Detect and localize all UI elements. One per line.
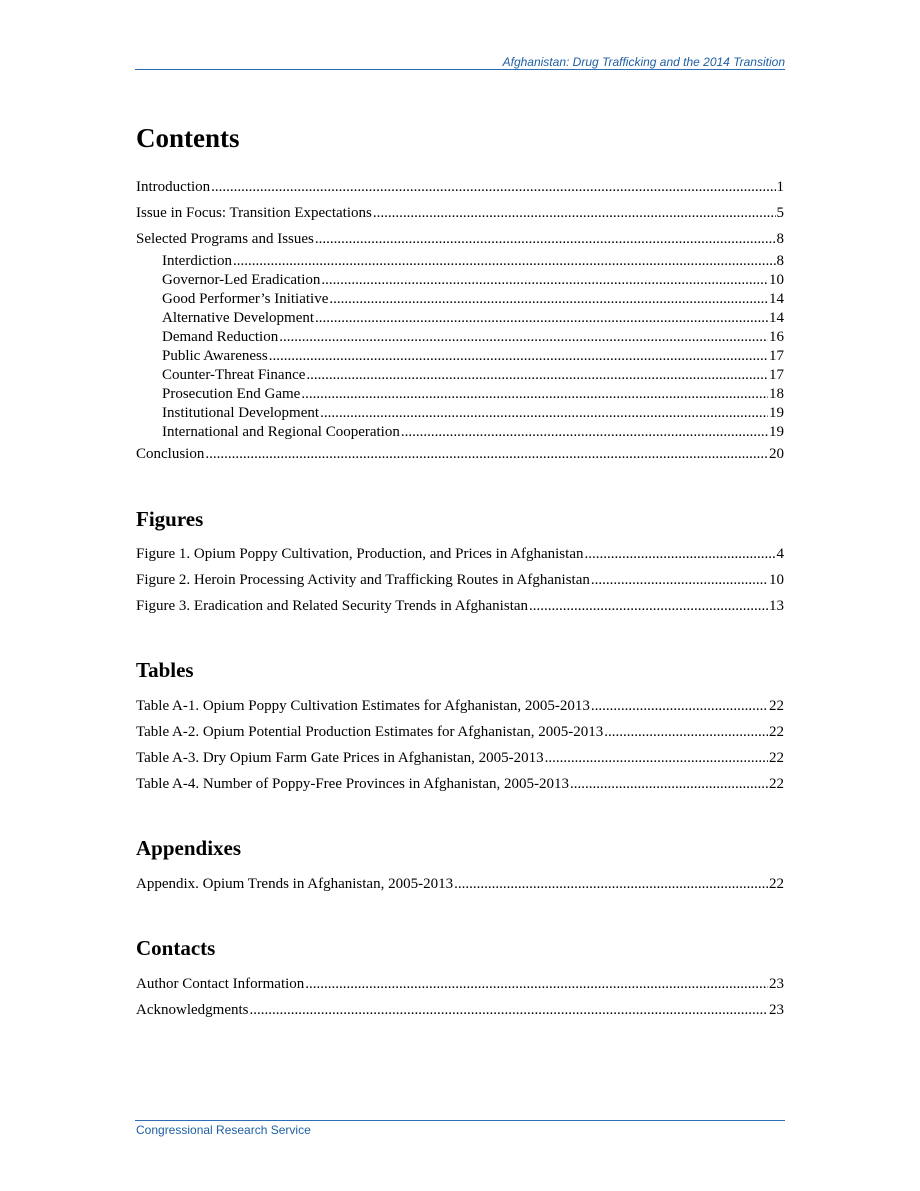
toc-entry-label: Prosecution End Game [162, 386, 301, 402]
tables-heading: Tables [136, 658, 194, 682]
toc-entry-page: 8 [776, 253, 784, 269]
dot-leader [205, 444, 768, 464]
appendixes-heading: Appendixes [136, 836, 242, 860]
toc-entry-figure-2[interactable] [136, 570, 784, 590]
toc-entry-label: Author Contact Information [136, 976, 305, 992]
dot-leader [233, 251, 776, 271]
toc-entry-prosecution-end-game[interactable] [162, 384, 784, 404]
toc-entry-page: 22 [769, 776, 784, 792]
toc-entry-label: Counter-Threat Finance [162, 367, 306, 383]
toc-entry-interdiction[interactable] [162, 251, 784, 271]
dot-leader [584, 544, 775, 564]
dot-leader [269, 346, 768, 366]
toc-entry-counter-threat-finance[interactable] [162, 365, 784, 385]
toc-entry-alternative-development[interactable] [162, 308, 784, 328]
dot-leader [211, 177, 775, 197]
dot-leader [321, 270, 768, 290]
toc-entry-label: Demand Reduction [162, 329, 279, 345]
toc-entry-page: 10 [769, 272, 784, 288]
dot-leader [545, 748, 768, 768]
toc-entry-label: Table A-3. Dry Opium Farm Gate Prices in Afghanistan, 2005-2013 [136, 750, 544, 766]
toc-entry-international-regional-cooperation[interactable] [162, 422, 784, 442]
toc-entry-label: Institutional Development [162, 405, 320, 421]
toc-entry-issue-in-focus[interactable] [136, 203, 784, 223]
dot-leader [320, 403, 768, 423]
toc-entry-page: 14 [769, 291, 784, 307]
dot-leader [604, 722, 768, 742]
contents-heading: Contents [136, 123, 240, 153]
toc-entry-page: 19 [769, 405, 784, 421]
dot-leader [591, 696, 768, 716]
toc-entry-page: 22 [769, 876, 784, 892]
toc-entry-label: Conclusion [136, 446, 205, 462]
toc-entry-page: 20 [769, 446, 784, 462]
toc-entry-label: Table A-2. Opium Potential Production Estimates for Afghanistan, 2005-2013 [136, 724, 604, 740]
toc-entry-page: 19 [769, 424, 784, 440]
dot-leader [454, 874, 768, 894]
toc-entry-appendix[interactable] [136, 874, 784, 894]
toc-entry-label: Figure 2. Heroin Processing Activity and Trafficking Routes in Afghanistan [136, 572, 590, 588]
toc-entry-author-contact[interactable] [136, 974, 784, 994]
toc-entry-label: Good Performer’s Initiative [162, 291, 329, 307]
toc-entry-label: Public Awareness [162, 348, 268, 364]
toc-entry-label: Figure 1. Opium Poppy Cultivation, Production, and Prices in Afghanistan [136, 546, 584, 562]
toc-entry-page: 18 [769, 386, 784, 402]
toc-entry-conclusion[interactable] [136, 444, 784, 464]
toc-entry-page: 10 [769, 572, 784, 588]
footer-rule [135, 1120, 785, 1121]
dot-leader [306, 365, 768, 385]
toc-entry-acknowledgments[interactable] [136, 1000, 784, 1020]
toc-entry-introduction[interactable] [136, 177, 784, 197]
dot-leader [301, 384, 768, 404]
toc-entry-good-performers-initiative[interactable] [162, 289, 784, 309]
dot-leader [279, 327, 768, 347]
toc-entry-label: Governor-Led Eradication [162, 272, 321, 288]
dot-leader [315, 308, 768, 328]
toc-entry-table-a2[interactable] [136, 722, 784, 742]
contacts-heading: Contacts [136, 936, 216, 960]
dot-leader [329, 289, 768, 309]
toc-entry-figure-3[interactable] [136, 596, 784, 616]
toc-entry-table-a4[interactable] [136, 774, 784, 794]
toc-entry-governor-led-eradication[interactable] [162, 270, 784, 290]
toc-entry-page: 5 [776, 205, 784, 221]
toc-entry-label: Introduction [136, 179, 211, 195]
dot-leader [249, 1000, 768, 1020]
dot-leader [305, 974, 768, 994]
toc-entry-page: 13 [769, 598, 784, 614]
toc-entry-page: 4 [776, 546, 784, 562]
toc-entry-selected-programs[interactable] [136, 229, 784, 249]
toc-entry-page: 22 [769, 698, 784, 714]
toc-entry-page: 17 [769, 348, 784, 364]
toc-entry-label: Issue in Focus: Transition Expectations [136, 205, 372, 221]
toc-entry-page: 1 [776, 179, 784, 195]
toc-entry-label: Acknowledgments [136, 1002, 249, 1018]
dot-leader [591, 570, 768, 590]
dot-leader [570, 774, 768, 794]
dot-leader [529, 596, 768, 616]
toc-entry-page: 22 [769, 724, 784, 740]
toc-entry-label: International and Regional Cooperation [162, 424, 400, 440]
dot-leader [315, 229, 776, 249]
toc-entry-page: 16 [769, 329, 784, 345]
toc-entry-page: 23 [769, 1002, 784, 1018]
footer-organization: Congressional Research Service [136, 1123, 311, 1137]
toc-entry-page: 22 [769, 750, 784, 766]
toc-entry-public-awareness[interactable] [162, 346, 784, 366]
dot-leader [401, 422, 768, 442]
toc-entry-label: Table A-4. Number of Poppy-Free Provinces in Afghanistan, 2005-2013 [136, 776, 570, 792]
figures-heading: Figures [136, 507, 204, 531]
toc-entry-table-a3[interactable] [136, 748, 784, 768]
toc-entry-page: 17 [769, 367, 784, 383]
toc-entry-label: Table A-1. Opium Poppy Cultivation Estimates for Afghanistan, 2005-2013 [136, 698, 590, 714]
running-header-title: Afghanistan: Drug Trafficking and the 2014 Transition [502, 55, 785, 69]
toc-entry-label: Figure 3. Eradication and Related Security Trends in Afghanistan [136, 598, 529, 614]
toc-entry-label: Selected Programs and Issues [136, 231, 314, 247]
toc-entry-table-a1[interactable] [136, 696, 784, 716]
toc-entry-institutional-development[interactable] [162, 403, 784, 423]
dot-leader [373, 203, 776, 223]
toc-entry-label: Interdiction [162, 253, 232, 269]
toc-entry-label: Alternative Development [162, 310, 315, 326]
toc-entry-page: 23 [769, 976, 784, 992]
toc-entry-page: 14 [769, 310, 784, 326]
header-rule [135, 69, 785, 70]
toc-entry-page: 8 [776, 231, 784, 247]
toc-entry-label: Appendix. Opium Trends in Afghanistan, 2005-2013 [136, 876, 454, 892]
toc-entry-figure-1[interactable] [136, 544, 784, 564]
toc-entry-demand-reduction[interactable] [162, 327, 784, 347]
